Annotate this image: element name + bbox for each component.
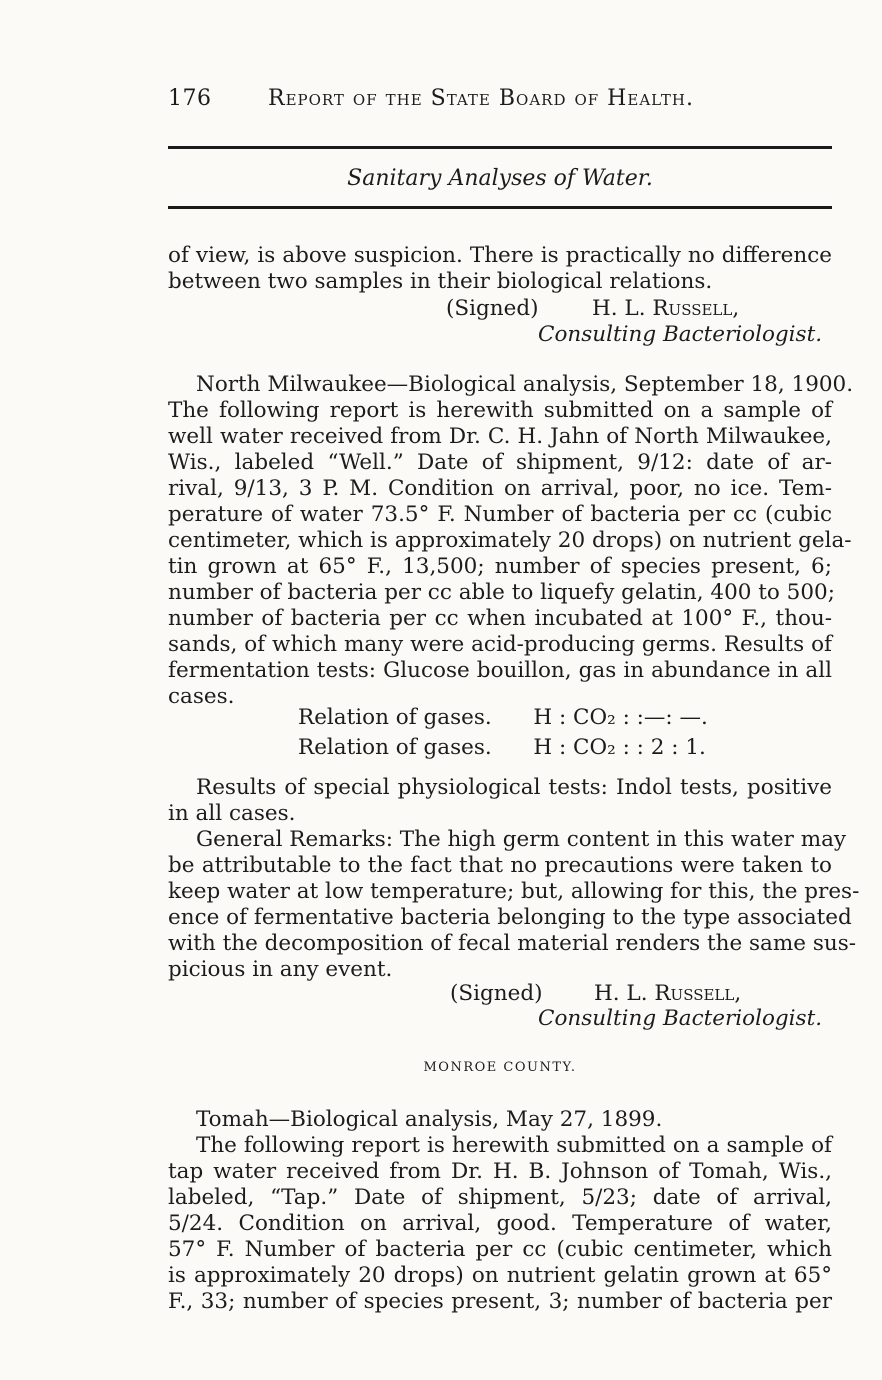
text-line: Tomah—Biological analysis, May 27, 1899.: [196, 1107, 663, 1132]
text-line: picious in any event.: [168, 957, 393, 982]
text-line: North Milwaukee—Biological analysis, September 18, 1900.: [196, 372, 854, 397]
text-line: 5/24. Condition on arrival, good. Temperature of water,: [168, 1211, 832, 1236]
signature-signed: (Signed): [446, 296, 539, 321]
text-line: The following report is herewith submitted on a sample of: [168, 398, 832, 423]
county-heading: MONROE COUNTY.: [423, 1060, 577, 1075]
text-line: fermentation tests: Glucose bouillon, gas in abundance in all: [168, 658, 832, 683]
text-line: rival, 9/13, 3 P. M. Condition on arrival, poor, no ice. Tem-: [168, 476, 832, 501]
relation-formula: H : CO₂ : : 2 : 1.: [533, 735, 706, 760]
text-line: labeled, “Tap.” Date of shipment, 5/23; date of arrival,: [168, 1185, 832, 1210]
text-line: 57° F. Number of bacteria per cc (cubic centimeter, which: [168, 1237, 832, 1262]
text-line: cases.: [168, 684, 235, 709]
text-line: between two samples in their biological relations.: [168, 269, 713, 294]
relation-label: Relation of gases.: [298, 705, 492, 730]
text-line: Wis., labeled “Well.” Date of shipment, 9/12: date of ar-: [168, 450, 832, 475]
section-title: Sanitary Analyses of Water.: [347, 166, 653, 191]
signature-title: Consulting Bacteriologist.: [538, 322, 823, 347]
text-line: keep water at low temperature; but, allowing for this, the pres-: [168, 879, 860, 904]
signature-signed: (Signed): [450, 981, 543, 1006]
text-line: number of bacteria per cc when incubated at 100° F., thou-: [168, 606, 832, 631]
text-line: be attributable to the fact that no precautions were taken to: [168, 853, 832, 878]
relation-of-gases-row: [298, 735, 706, 760]
text-line: ence of fermentative bacteria belonging to the type associated: [168, 905, 852, 930]
text-line: sands, of which many were acid-producing germs. Results of: [168, 632, 832, 657]
text-line: Results of special physiological tests: Indol tests, positive: [196, 775, 832, 800]
text-line: F., 33; number of species present, 3; number of bacteria per: [168, 1289, 832, 1314]
running-title: Report of the State Board of Health.: [268, 86, 694, 111]
relation-formula: H : CO₂ : :—: —.: [533, 705, 708, 730]
text-line: is approximately 20 drops) on nutrient gelatin grown at 65°: [168, 1263, 832, 1288]
relation-of-gases-row: [298, 705, 708, 730]
signature-title: Consulting Bacteriologist.: [538, 1006, 823, 1031]
page-number: 176: [168, 86, 212, 111]
text-line: in all cases.: [168, 801, 296, 826]
text-line: tin grown at 65° F., 13,500; number of species present, 6;: [168, 554, 832, 579]
signature-name: H. L. Russell,: [592, 296, 740, 321]
header-rule-bottom: [168, 206, 832, 209]
text-line: tap water received from Dr. H. B. Johnson of Tomah, Wis.,: [168, 1159, 832, 1184]
text-line: number of bacteria per cc able to liquefy gelatin, 400 to 500;: [168, 580, 835, 605]
text-line: General Remarks: The high germ content in this water may: [196, 827, 847, 852]
signature-name: H. L. Russell,: [594, 981, 742, 1006]
text-line: centimeter, which is approximately 20 drops) on nutrient gela-: [168, 528, 852, 553]
text-line: well water received from Dr. C. H. Jahn of North Milwaukee,: [168, 424, 832, 449]
text-line: of view, is above suspicion. There is practically no difference: [168, 243, 832, 268]
relation-label: Relation of gases.: [298, 735, 492, 760]
text-line: The following report is herewith submitted on a sample of: [196, 1133, 832, 1158]
text-line: perature of water 73.5° F. Number of bacteria per cc (cubic: [168, 502, 832, 527]
text-line: with the decomposition of fecal material renders the same sus-: [168, 931, 856, 956]
header-rule-top: [168, 146, 832, 149]
